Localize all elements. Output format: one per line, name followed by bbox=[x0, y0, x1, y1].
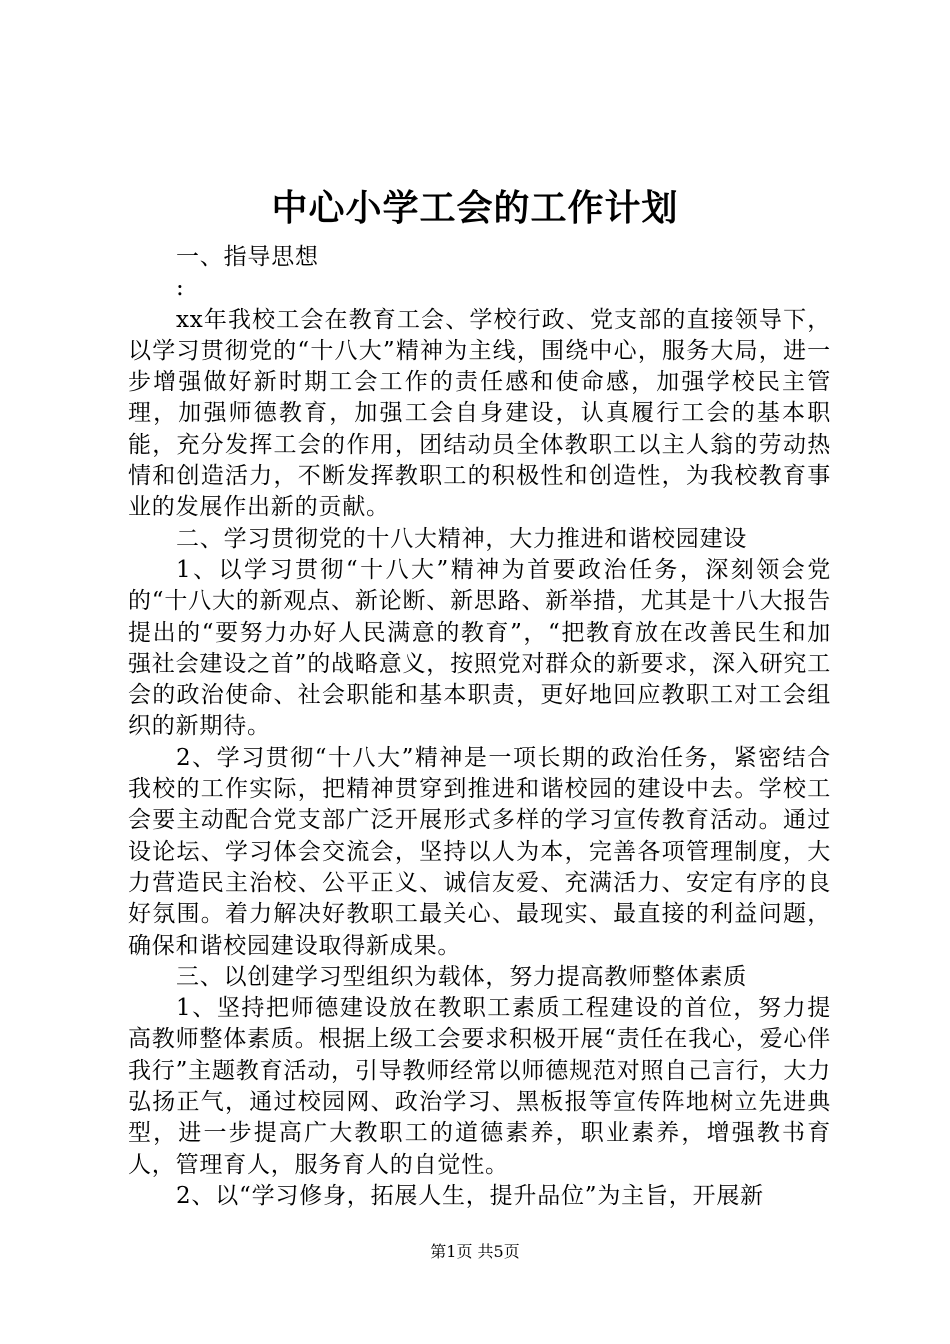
page-number-footer: 第1页 共5页 bbox=[430, 1242, 520, 1261]
document-title: 中心小学工会的工作计划 bbox=[271, 187, 679, 229]
paragraph-3-1: 1、坚持把师德建设放在教职工素质工程建设的首位，努力提高教师整体素质。根据上级工会要求积极开展“责任在我心，爱心伴我行”主题教育活动，引导教师经常以师德规范对照自己言行，大力弘扬正气，通过校园网、政治学习、黑板报等宣传阵地树立先进典型，进一步提高广大教职工的道德素养，职业素养，增强教书育人，管理育人，服务育人的自觉性。 bbox=[128, 995, 831, 1178]
colon-line: : bbox=[176, 275, 185, 302]
paragraph-2-2: 2、学习贯彻“十八大”精神是一项长期的政治任务，紧密结合我校的工作实际，把精神贯穿到推进和谐校园的建设中去。学校工会要主动配合党支部广泛开展形式多样的学习宣传教育活动。通过设论坛、学习体会交流会，坚持以人为本，完善各项管理制度，大力营造民主治校、公平正义、诚信友爱、充满活力、安定有序的良好氛围。着力解决好教职工最关心、最现实、最直接的利益问题，确保和谐校园建设取得新成果。 bbox=[128, 744, 831, 959]
section-heading-1: 一、指导思想 bbox=[176, 244, 319, 270]
section-heading-2: 二、学习贯彻党的十八大精神，大力推进和谐校园建设 bbox=[176, 525, 748, 552]
section-heading-3: 三、以创建学习型组织为载体，努力提高教师整体素质 bbox=[176, 963, 748, 990]
document-body bbox=[128, 242, 831, 1212]
paragraph-3-2: 2、以“学习修身，拓展人生，提升品位”为主旨，开展新 bbox=[176, 1182, 764, 1209]
paragraph-intro: xx年我校工会在教育工会、学校行政、党支部的直接领导下，以学习贯彻党的“十八大”精神为主线，围绕中心，服务大局，进一步增强做好新时期工会工作的责任感和使命感，加强学校民主管理，加强师德教育，加强工会自身建设，认真履行工会的基本职能，充分发挥工会的作用，团结动员全体教职工以主人翁的劳动热情和创造活力，不断发挥教职工的积极性和创造性，为我校教育事业的发展作出新的贡献。 bbox=[128, 306, 831, 521]
paragraph-2-1: 1、以学习贯彻“十八大”精神为首要政治任务，深刻领会党的“十八大的新观点、新论断、新思路、新举措，尤其是十八大报告提出的“要努力办好人民满意的教育”，“把教育放在改善民生和加强社会建设之首”的战略意义，按照党对群众的新要求，深入研究工会的政治使命、社会职能和基本职责，更好地回应教职工对工会组织的新期待。 bbox=[128, 556, 831, 740]
